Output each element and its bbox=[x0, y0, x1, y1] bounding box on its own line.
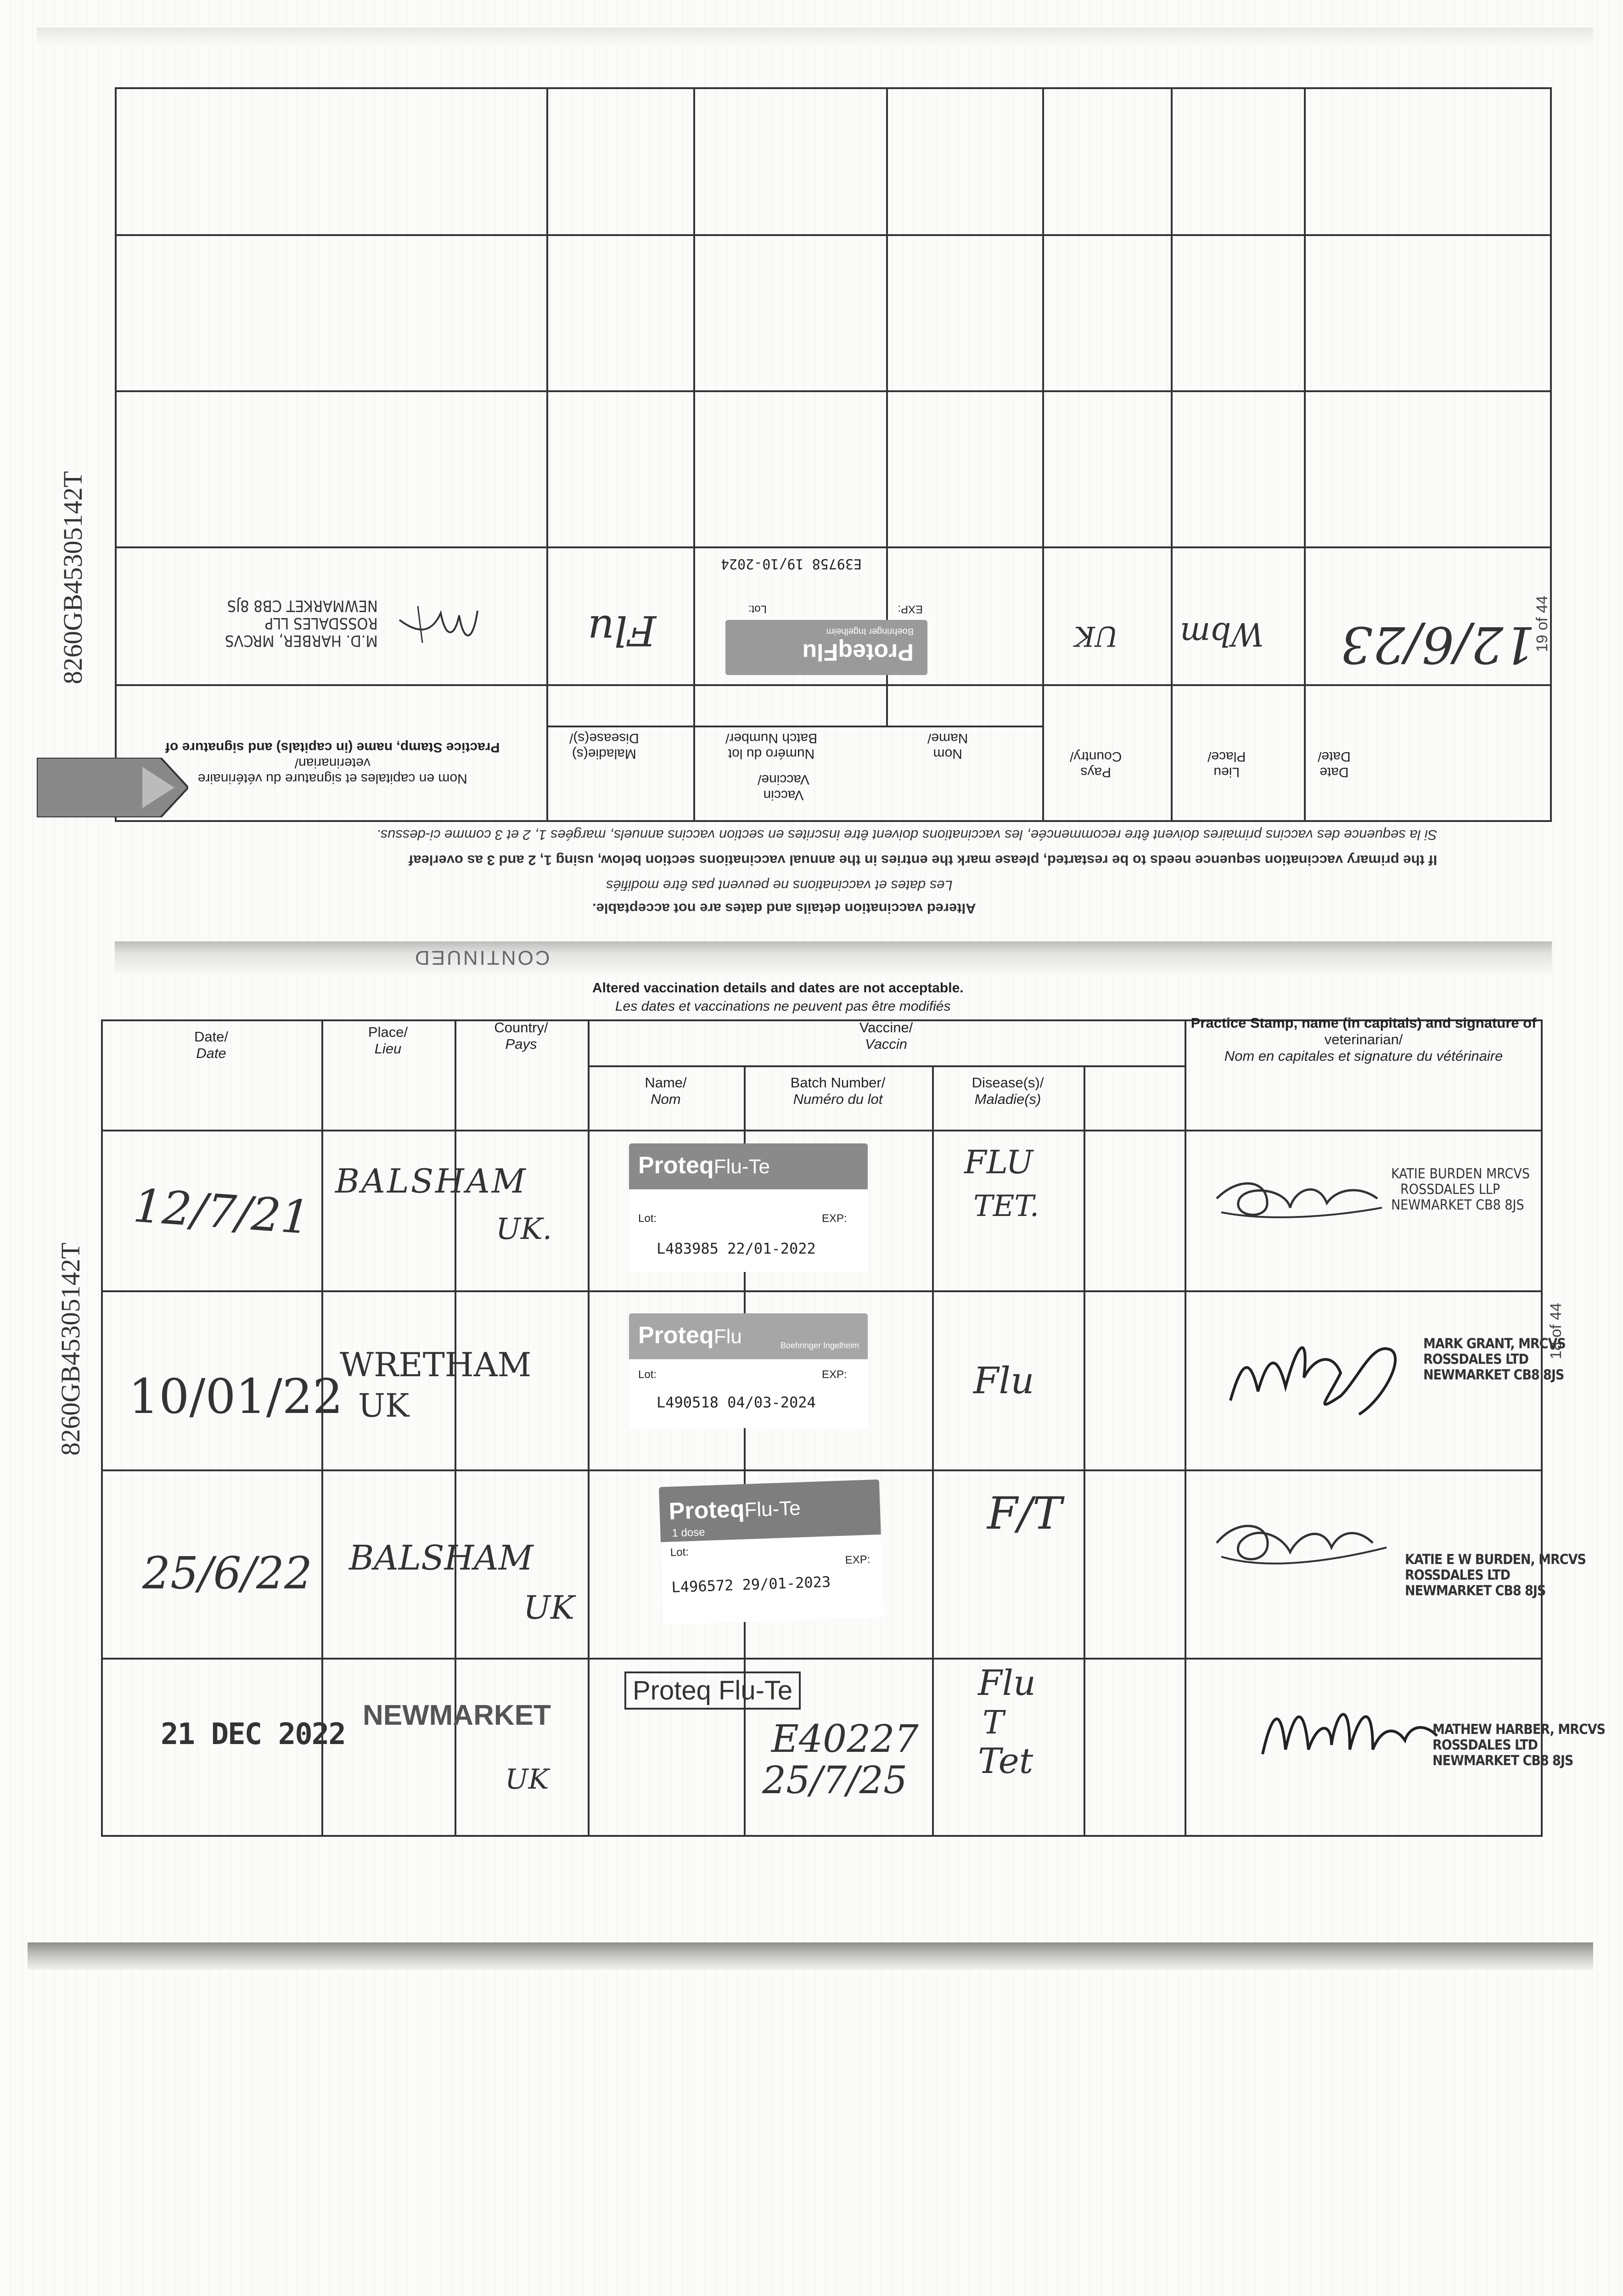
header-vaccine: Vaccine/ Vaccin bbox=[859, 1019, 913, 1052]
row2-vet-stamp-line2: ROSSDALES LTD bbox=[1423, 1351, 1529, 1367]
row4-vet-stamp-line2: ROSSDALES LTD bbox=[1432, 1737, 1538, 1753]
row4-vet-stamp-line3: NEWMARKET CB8 8JS bbox=[1432, 1753, 1573, 1769]
serial-number-upper: 8260GB45305142T bbox=[58, 471, 88, 684]
upper-header-batch: Numéro du lot Batch Number/ bbox=[725, 731, 818, 761]
row2-country: UK bbox=[358, 1387, 410, 1424]
upper-header-place: Lieu Place/ bbox=[1207, 749, 1246, 780]
row4-disease3: Tet bbox=[978, 1740, 1033, 1781]
upper-header-stamp: Nom en capitales et signature du vétérinaire veterinarian/ Practice Stamp, name (in capitals) and signature of bbox=[165, 740, 500, 786]
upper-note-2: Les dates et vaccinations ne peuvent pas être modifiés bbox=[606, 878, 953, 894]
page-fold bbox=[115, 941, 1552, 974]
row4-place-stamp: NEWMARKET bbox=[363, 1699, 551, 1731]
row3-vet-stamp-line2: ROSSDALES LTD bbox=[1405, 1567, 1511, 1583]
upper-vaccine-maker: Boehringer Ingelheim bbox=[826, 626, 914, 636]
row1-vet-stamp-line2: ROSSDALES LLP bbox=[1400, 1182, 1500, 1198]
row1-vet-stamp-line1: KATIE BURDEN MRCVS bbox=[1391, 1166, 1530, 1182]
row2-vet-stamp-line1: MARK GRANT, MRCVS bbox=[1423, 1336, 1566, 1352]
row3-vet-stamp-line3: NEWMARKET CB8 8JS bbox=[1405, 1583, 1546, 1599]
row2-place: WRETHAM bbox=[340, 1345, 532, 1384]
row4-disease1: Flu bbox=[978, 1662, 1036, 1703]
header-disease: Disease(s)/ Maladie(s) bbox=[972, 1075, 1044, 1107]
lower-note-2: Les dates et vaccinations ne peuvent pas être modifiés bbox=[615, 999, 951, 1014]
row1-place: BALSHAM bbox=[335, 1162, 528, 1200]
header-name: Name/ Nom bbox=[645, 1075, 687, 1107]
row2-date: 10/01/22 bbox=[129, 1368, 343, 1424]
row4-vet-stamp bbox=[1432, 1722, 1605, 1769]
row3-disease: F/T bbox=[987, 1488, 1062, 1539]
upper-entry-date: 12/6/23 bbox=[1341, 615, 1536, 674]
upper-lot-values: E39758 19/10-2024 bbox=[721, 556, 862, 572]
row3-lot-values: L496572 29/01-2023 bbox=[671, 1573, 831, 1596]
page-number-upper: 19 of 44 bbox=[1533, 596, 1551, 652]
page-edge-shadow bbox=[37, 28, 1593, 46]
row2-vaccine-label bbox=[629, 1313, 868, 1428]
row3-exp-label: EXP: bbox=[845, 1553, 870, 1567]
row3-vaccine-brand: ProteqFlu-Te bbox=[668, 1496, 801, 1525]
upper-header-name: Nom Name/ bbox=[927, 731, 968, 761]
upper-vaccine-brand: ProteqFlu bbox=[802, 639, 914, 665]
upper-exp-label: EXP: bbox=[898, 603, 923, 615]
upper-vaccination-table bbox=[115, 87, 1552, 822]
upper-vet-stamp bbox=[225, 597, 378, 649]
lower-note-1: Altered vaccination details and dates are not acceptable. bbox=[592, 980, 964, 996]
row4-disease2: T bbox=[983, 1704, 1004, 1741]
row4-vet-stamp-line1: MATHEW HARBER, MRCVS bbox=[1432, 1722, 1606, 1738]
row2-lot-label: Lot: bbox=[638, 1368, 657, 1381]
header-date: Date/ Date bbox=[194, 1029, 229, 1061]
row2-disease1: Flu bbox=[973, 1359, 1034, 1402]
page-number-lower: 18 of 44 bbox=[1547, 1303, 1565, 1359]
row2-vaccine-maker: Boehringer Ingelheim bbox=[781, 1341, 859, 1350]
upper-entry-country: UK bbox=[1074, 620, 1118, 652]
row2-exp-label: EXP: bbox=[822, 1368, 847, 1381]
row1-vaccine-label bbox=[629, 1143, 868, 1272]
row3-place: BALSHAM bbox=[349, 1538, 534, 1578]
row1-exp-label: EXP: bbox=[822, 1212, 847, 1225]
row3-vet-signature bbox=[1212, 1502, 1396, 1584]
fold-continued-text: CONTINUED bbox=[413, 946, 550, 969]
row3-date: 25/6/22 bbox=[142, 1548, 313, 1599]
serial-number-lower: 8260GB45305142T bbox=[56, 1243, 85, 1456]
upper-lot-label: Lot: bbox=[748, 603, 767, 615]
upper-header-disease: Maladie(s) Disease(s)/ bbox=[569, 731, 639, 761]
row1-disease2: TET. bbox=[973, 1189, 1039, 1223]
row1-country: UK. bbox=[496, 1212, 552, 1246]
row4-date-stamp: 21 DEC 2022 bbox=[161, 1717, 345, 1751]
row4-batch: E40227 bbox=[771, 1717, 919, 1761]
row1-disease1: FLU bbox=[964, 1143, 1033, 1181]
row3-dose: 1 dose bbox=[671, 1526, 705, 1540]
upper-vet-stamp-line3: NEWMARKET CB8 8JS bbox=[227, 597, 378, 615]
row3-lot-label: Lot: bbox=[670, 1546, 689, 1559]
header-place: Place/ Lieu bbox=[368, 1024, 408, 1057]
row4-vaccine-stamp: Proteq Flu-Te bbox=[624, 1671, 801, 1710]
upper-vaccine-label bbox=[725, 592, 927, 675]
header-country: Country/ Pays bbox=[494, 1019, 548, 1052]
row2-lot-values: L490518 04/03-2024 bbox=[657, 1394, 816, 1411]
upper-header-vaccine: Vaccin Vaccine/ bbox=[758, 772, 809, 803]
row1-vet-stamp-line3: NEWMARKET CB8 8JS bbox=[1391, 1197, 1524, 1213]
row2-vet-stamp bbox=[1423, 1336, 1566, 1383]
header-practice-stamp: Practice Stamp, name (in capitals) and signature of veterinarian/ Nom en capitales et signature du vétérinaire bbox=[1191, 1015, 1537, 1064]
row4-country: UK bbox=[505, 1763, 549, 1795]
row4-vet-signature bbox=[1258, 1685, 1442, 1777]
header-batch: Batch Number/ Numéro du lot bbox=[790, 1075, 886, 1107]
upper-header-date: Date Date/ bbox=[1318, 749, 1351, 780]
upper-vet-stamp-line2: ROSSDALES LLP bbox=[264, 614, 378, 632]
row3-vet-stamp bbox=[1405, 1552, 1586, 1599]
upper-note-1: Altered vaccination details and dates are not acceptable. bbox=[592, 900, 976, 917]
upper-note-4: Si la sequence des vaccins primaires doivent être recommencée, les vaccinations doivent être inscrites en section vaccins annuels, margées 1, 2 et 3 comme ci-dessus. bbox=[376, 827, 1438, 843]
row1-vet-stamp bbox=[1391, 1166, 1530, 1213]
row1-dose: 1 dose bbox=[640, 1192, 674, 1204]
row1-lot-values: L483985 22/01-2022 bbox=[657, 1240, 816, 1257]
page-bottom-edge bbox=[28, 1942, 1593, 1970]
row1-lot-label: Lot: bbox=[638, 1212, 657, 1225]
upper-vet-stamp-line1: M.D. HARBER, MRCVS bbox=[225, 631, 378, 650]
row3-vet-stamp-line1: KATIE E W BURDEN, MRCVS bbox=[1405, 1552, 1586, 1568]
row2-vet-signature bbox=[1221, 1322, 1414, 1424]
upper-note-3: If the primary vaccination sequence needs to be restarted, please mark the entries in the annual vaccinations section below, using 1, 2 and 3 as overleaf bbox=[409, 852, 1438, 868]
row2-vet-stamp-line3: NEWMARKET CB8 8JS bbox=[1423, 1367, 1564, 1383]
upper-entry-disease: Flu bbox=[588, 606, 657, 654]
row1-vet-signature bbox=[1212, 1162, 1387, 1235]
row1-vaccine-brand: ProteqFlu-Te bbox=[638, 1152, 770, 1179]
page-tab-marker bbox=[37, 758, 188, 817]
row3-country: UK bbox=[523, 1589, 575, 1626]
upper-header-country: Pays Country/ bbox=[1070, 749, 1122, 780]
row2-vaccine-brand: ProteqFlu bbox=[638, 1322, 742, 1349]
row3-vaccine-label bbox=[659, 1480, 884, 1625]
row1-date: 12/7/21 bbox=[131, 1178, 312, 1245]
row4-exp: 25/7/25 bbox=[762, 1759, 908, 1802]
upper-entry-place: Wbm bbox=[1180, 615, 1264, 653]
upper-vet-signature bbox=[390, 597, 482, 652]
